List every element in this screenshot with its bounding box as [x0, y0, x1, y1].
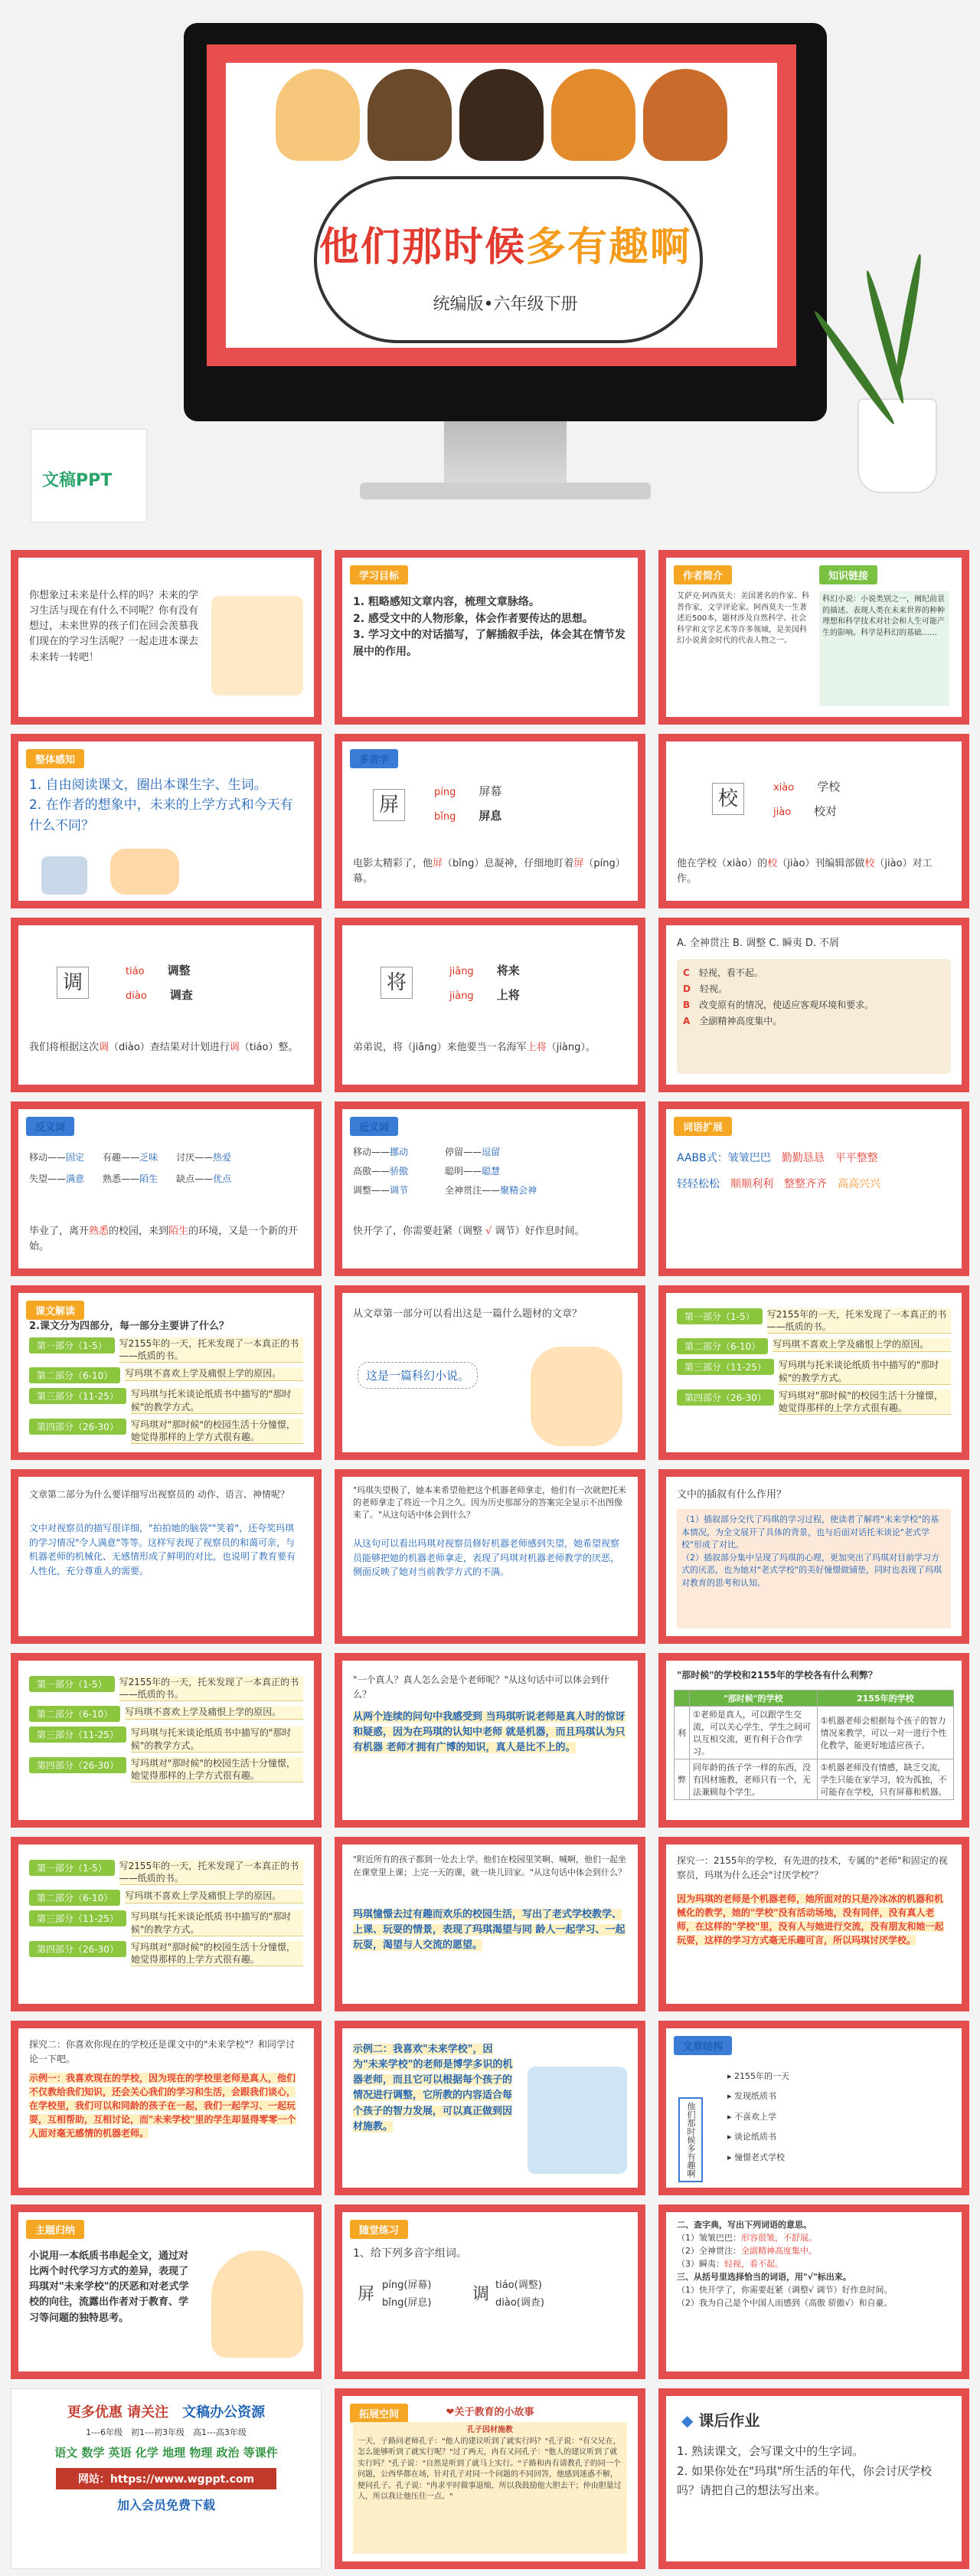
page-title: 他们那时候多有趣啊 [318, 224, 692, 270]
interpretation-tag: 课文解读 [26, 1301, 84, 1320]
question: 2.课文分为四部分，每一部分主要讲了什么？ [29, 1321, 229, 1332]
slide-pros-cons[interactable] [658, 1653, 969, 1828]
slide-structure-a[interactable] [658, 1285, 969, 1460]
extension-space-tag: 拓展空间 [350, 2404, 408, 2423]
example-sentence: 他在学校（xiào）的校（jiào）刊编辑部做校（jiào）对工作。 [677, 858, 933, 885]
slide-article-structure[interactable] [658, 2021, 969, 2195]
slide-synonyms[interactable] [335, 1101, 645, 1276]
question: 文章第二部分为什么要详细写出视察员的 动作、语言、神情呢？ [29, 1489, 289, 1500]
slide-genre[interactable] [335, 1285, 645, 1460]
slide-structure-b[interactable] [11, 1653, 322, 1828]
slide-disappointed[interactable] [335, 1469, 645, 1644]
pinyin-list: tiáo 调整 diào 调查 [126, 964, 193, 1002]
slide-practice-2[interactable] [658, 2204, 969, 2379]
match-list: C 轻视，看不起。 D 轻视。 B 改变原有的情况，使适应客观环境和要求。 A 全副精神高度集中。 [677, 959, 951, 1074]
answer: 玛琪憧憬去过有趣而欢乐的校园生活，写出了老式学校教学、上课、玩耍的情景，表现了玛琪渴望与同 龄人一起学习、一起玩耍，渴望与人交流的愿望。 [353, 1909, 626, 1952]
answer: （1）插叙部分交代了玛琪的学习过程，使读者了解将"未来学校"的基本情况，为全文展开了具体的背景，也与后面对话托米谈论"老式学校"形成了对比。 （2）插叙部分集中呈现了玛琪的心理，更加突出了玛琪对目前学习方式的厌恶，也为她对"老式学校"的美好憧憬做铺垫，同时也表现了玛琪对教育的思考和认知。 [677, 1509, 951, 1628]
character-box: 校 [712, 783, 744, 815]
author-text: 艾萨克·阿西莫夫：美国著名的作家、科普作家，文学评论家。阿西莫夫一生著述近500本，题材涉及自然科学、社会科学和文学艺术等许多领域，是美国科幻小说黄金时代的代表人物之一。 [677, 592, 810, 645]
practice-content: 二、查字典，写出下列词语的意思。 （1）皱皱巴巴：形容很皱，不舒展。 （2）全神贯注：全副精神高度集中。 （3）瞬夷：轻视，看不起。 三、从括号里选择恰当的词语，用"√"标出来。 （1）快开学了，你需要赶紧（调整√ 调节）好作息时间。 （2）我为自己是个中国人而感到（高傲 骄傲√）和自豪。 [677, 2220, 893, 2309]
slide-theme[interactable] [11, 2204, 322, 2379]
slide-author[interactable] [658, 550, 969, 725]
story-body: 孔子因材施教 一天，子路问老师孔子："他人的建议听到了就实行吗？"孔子说："有父兄在，怎么能够听到了就实行呢？"过了两天，冉有又问孔子："他人的建议听到了就实行吗？"孔子说："自然是听到了就马上实行。"子路和冉有请教孔子的同一个问题，公西华都在场，针对孔子对同一个问题的不同回答，他感到迷惑不解，便问孔子。孔子说："冉求平时做事退缩，所以我鼓励他大胆去干；仲由胆量过人，所以我让他压住一点。" [353, 2422, 627, 2554]
intro-text: 你想象过未来是什么样的吗？未来的学习生活与现在有什么不同呢？你有没有想过，未来世界的孩子们在回会羡慕我们现在的学习生活呢？一起走进本课去未来转一转吧！ [29, 590, 199, 663]
answer: 从两个连续的问句中我感受到 当玛琪听说老师是真人时的惊讶和疑惑，因为在玛琪的认知中老师 就是机器，而且玛琪认为只有机器 老师才拥有广博的知识，真人是比不上的。 [353, 1711, 626, 1754]
char-1: 屏 [358, 2285, 375, 2304]
practice-tag: 随堂练习 [350, 2220, 408, 2239]
pinyin-list: xiào 学校 jiào 校对 [773, 780, 841, 818]
pros-cons-table: "那时候"的学校 2155年的学校 利 ①老师是真人，可以跟学生交流，可以关心学生，学生之间可以互相交流，更有利于合作学习。 ①机器老师会根据每个孩子的智力情况来教学，可以一对一进行个性化教学，能更好地适应孩子。 弊 同年龄的孩子学一样的东西，没有因材施教，老师只有一个，无法兼顾每个学生。 ①机器老师没有情感，缺乏交流，学生只能在家学习，较为孤独，不可能存在学校，只有屏幕和机器。 [674, 1690, 954, 1800]
kids-illustration [110, 849, 179, 895]
slide-extension-story[interactable] [335, 2388, 645, 2569]
slide-overall[interactable] [11, 734, 322, 908]
parts-list: 第一部分（1-5） 写2155年的一天，托米发现了一本真正的书——纸质的书。 第二部分（6-10） 写玛琪不喜欢上学及痛恨上学的原因。 第三部分（11-25） 写玛琪与托米谈论纸质书中描写的"那时候"的教学方式。 第四部分（26-30） 写玛琪对"那时候"的校园生活十分憧憬，她觉得那样的上学方式很有趣。 [29, 1337, 303, 1448]
character-box: 屏 [373, 789, 405, 821]
overall-list: 1. 自由阅读课文，圈出本课生字、生词。 2. 在作者的想象中，未来的上学方式和今天有什么不同？ [29, 777, 293, 833]
answer: 从这句可以看出玛琪对视察员修好机器老师感到失望，她希望视察员能够把她的机器老师拿走，表现了玛琪对机器老师教学的厌恶，侧面反映了她对当前教学方式的不满。 [353, 1538, 620, 1578]
question: "一个真人？真人怎么会是个老师呢？"从这句话中可以体会到什么？ [353, 1674, 610, 1700]
slide-inspector[interactable] [11, 1469, 322, 1644]
answer: 这是一篇科幻小说。 [358, 1362, 478, 1389]
goals-list: 1. 粗略感知文章内容，梳理文章脉络。 2. 感受文中的人物形象，体会作者要传达的思想。 3. 学习文中的对话描写，了解插叙手法，体会其在情节发展中的作用。 [353, 596, 626, 659]
slide-antonyms[interactable] [11, 1101, 322, 1276]
girl-illustration [531, 1347, 622, 1446]
plant-leaf [891, 253, 924, 390]
slide-practice-1[interactable] [335, 2204, 645, 2379]
question: 从文章第一部分可以看出这是一篇什么题材的文章？ [353, 1308, 583, 1320]
slide-polyphone-tiao[interactable] [11, 918, 322, 1092]
character-box: 调 [57, 967, 89, 999]
structure-nodes: ▸ 2155年的一天 ▸ 发现纸质书 ▸ 不喜欢上学 ▸ 谈论纸质书 ▸ 憧憬老式学校 [727, 2071, 790, 2162]
theme-text: 小说用一本纸质书串起全文，通过对比两个时代学习方式的差异，表现了玛琪对"未来学校"的厌恶和对老式学校的向往，流露出作者对于教育、学习等问题的独特思考。 [29, 2250, 189, 2324]
question: "那时候"的学校和2155年的学校各有什么利弊？ [677, 1670, 877, 1681]
question: "玛琪失望极了，她本来希望他把这个机器老师拿走，他们有一次就把托米的老师拿走了将近一个月之久。因为历史那部分的答案完全显示不出图像来了。"从这句话中体会到什么？ [353, 1485, 627, 1520]
promo-join[interactable]: 加入会员免费下载 [116, 2498, 215, 2512]
knowledge-text: 科幻小说：小说类别之一，阐纪前景的描述。表现人类在未来世界的种种理想和科学技术对社会和人生可能产生的影响。科学是科幻的基础…… [819, 591, 949, 706]
slide-polyphone-xiao[interactable] [658, 734, 969, 908]
slide-real-teacher[interactable] [335, 1653, 645, 1828]
slide-structure-q[interactable] [11, 1285, 322, 1460]
example-sentence: 我们将根据这次调（diào）查结果对计划进行调（tiáo）整。 [29, 1042, 299, 1053]
slide-homework[interactable] [658, 2388, 969, 2569]
antonym-list: 移动——固定 有趣——乏味 讨厌——热爱 失望——满意 熟悉——陌生 缺点——优点 [29, 1152, 232, 1184]
pinyin-list: jiāng 将来 jiàng 上将 [449, 964, 520, 1002]
synonyms-tag: 近义词 [350, 1117, 398, 1136]
aabb-words: AABB式：皱皱巴巴 勤勤恳恳 平平整整 轻轻松松 顺顺利利 整整齐齐 高高兴兴 [677, 1152, 880, 1190]
promo-subjects: 语文 数学 英语 化学 地理 物理 政治 等课件 [54, 2446, 278, 2460]
slide-intro[interactable] [11, 550, 322, 725]
char-2-pinyin: tiáo(调整) diào(调查) [495, 2280, 544, 2309]
page-subtitle: 统编版•六年级下册 [433, 295, 578, 314]
structure-center: 他们那时候多有趣啊 [678, 2097, 703, 2182]
homework-list: 1. 熟读课文，会写课文中的生字词。 2. 如果你处在"玛琪"所生活的年代，你会讨厌学校吗？请把自己的想法写出来。 [677, 2444, 932, 2497]
character-box: 将 [381, 967, 413, 999]
homework-title: ◆ 课后作业 [681, 2411, 760, 2430]
hero-section [0, 0, 980, 536]
practice-q: 1、给下列多音字组词。 [353, 2247, 467, 2260]
parts-list: 第一部分（1-5） 写2155年的一天，托米发现了一本真正的书——纸质的书。 第二部分（6-10） 写玛琪不喜欢上学及痛恨上学的原因。 第三部分（11-25） 写玛琪与托米谈论纸质书中描写的"那时候"的教学方式。 第四部分（26-30） 写玛琪对"那时候"的校园生活十分憧憬，她觉得那样的上学方式很有趣。 [29, 1860, 303, 1971]
slide-flashback[interactable] [658, 1469, 969, 1644]
knowledge-tag: 知识链接 [819, 565, 877, 584]
char-2: 调 [472, 2285, 490, 2304]
char-1-pinyin: píng(屏幕) bǐng(屏息) [382, 2280, 432, 2309]
slide-polyphone-jiang[interactable] [335, 918, 645, 1092]
slide-word-match[interactable] [658, 918, 969, 1092]
promo-title: 更多优惠 请关注 文稿办公资源 [67, 2404, 266, 2421]
options-line: A. 全神贯注 B. 调整 C. 瞬夷 D. 不屑 [677, 938, 840, 949]
answer: 示例二：我喜欢"未来学校"，因为"未来学校"的老师是博学多识的机器老师，而且它可以根据每个孩子的情况进行调整，它所教的内容适合每个孩子的智力发展，可以真正做到因材施教。 [353, 2044, 513, 2132]
polyphone-tag: 多音字 [350, 749, 398, 768]
synonym-list: 移动——挪动 停留——逗留 高傲——骄傲 聪明——聪慧 调整——调节 全神贯注——聚精会神 [353, 1147, 537, 1196]
brand-logo: 文稿PPT [42, 471, 113, 490]
answer: 文中对视察员的描写很详细，"拍拍她的脑袋""笑着"，还夸奖玛琪的学习情况"令人满意"等等。这样写表现了视察员的和蔼可亲，与机器老师的机械化、无感情形成了鲜明的对比，也说明了教育要有人性化，充分尊重人的需要。 [29, 1523, 296, 1576]
slide-school-life[interactable] [335, 1837, 645, 2011]
slide-polyphone-ping[interactable] [335, 734, 645, 908]
question: 探究一：2155年的学校，有先进的技术，专属的"老师"和固定的视察员，玛琪为什么还会"讨厌学校"？ [677, 1855, 948, 1880]
extension-tag: 词语扩展 [674, 1117, 732, 1136]
monitor-base [360, 483, 651, 499]
slide-word-extension[interactable] [658, 1101, 969, 1276]
slide-example-2[interactable] [335, 2021, 645, 2195]
example-sentence: 毕业了，离开熟悉的校园，来到陌生的环境，又是一个新的开始。 [29, 1226, 299, 1253]
cartoon-kids-illustration [276, 69, 735, 184]
cyclist-illustration [211, 2250, 303, 2358]
example-sentence: 弟弟说，将（jiāng）来他要当一名海军上将（jiàng）。 [353, 1042, 596, 1053]
family-illustration [211, 596, 303, 696]
slide-goals[interactable] [335, 550, 645, 725]
parts-list: 第一部分（1-5） 写2155年的一天，托米发现了一本真正的书——纸质的书。 第二部分（6-10） 写玛琪不喜欢上学及痛恨上学的原因。 第三部分（11-25） 写玛琪与托米谈论纸质书中描写的"那时候"的教学方式。 第四部分（26-30） 写玛琪对"那时候"的校园生活十分憧憬，她觉得那样的上学方式很有趣。 [677, 1308, 951, 1419]
parts-list: 第一部分（1-5） 写2155年的一天，托米发现了一本真正的书——纸质的书。 第二部分（6-10） 写玛琪不喜欢上学及痛恨上学的原因。 第三部分（11-25） 写玛琪与托米谈论纸质书中描写的"那时候"的教学方式。 第四部分（26-30） 写玛琪对"那时候"的校园生活十分憧憬，她觉得那样的上学方式很有趣。 [29, 1676, 303, 1787]
story-title: ❤关于教育的小故事 [446, 2407, 534, 2418]
antonyms-tag: 反义词 [26, 1117, 74, 1136]
question: 探究二：你喜欢你现在的学校还是课文中的"未来学校"？和同学讨论一下吧。 [29, 2039, 296, 2064]
question: "附近所有的孩子都到一处去上学。他们在校园里笑啊、喊啊，他们一起坐在课堂里上课；上完一天的课，就一块儿回家。"从这句话中体会到什么？ [353, 1854, 627, 1877]
answer: 因为玛琪的老师是个机器老师，她所面对的只是冷冰冰的机器和机械化的教学，她的"学校"没有活动场地，没有同伴，没有真人老师，在这样的"学校"里，没有人与她进行交流，没有朋友和她一起玩耍，这样的学习方式毫无乐趣可言，所以玛琪讨厌学校。 [677, 1894, 944, 1946]
theme-tag: 主题归纳 [26, 2220, 84, 2239]
answer: 示例一：我喜欢现在的学校，因为现在的学校里老师是真人，他们不仅教给我们知识，还会关心我们的学习和生活，会跟我们谈心，在学校里，我们可以和同龄的孩子在一起，我们一起学习、一起玩耍，互相帮助，互相讨论，而"未来学校"里的学生却显得零零一个人面对毫无感情的机器老师。 [29, 2073, 296, 2139]
promo-url[interactable]: 网站：https://www.wgppt.com [56, 2468, 276, 2489]
robot-class-illustration [528, 2067, 627, 2174]
question: 文中的插叙有什么作用？ [677, 1489, 787, 1501]
promo-panel[interactable] [11, 2388, 322, 2569]
plant-pot [858, 398, 937, 493]
slide-structure-c[interactable] [11, 1837, 322, 2011]
promo-grades: 1---6年级 初1---初3年级 高1---高3年级 [86, 2427, 247, 2437]
example-sentence: 电影太精彩了，他屏（bǐng）息凝神，仔细地盯着屏（píng）幕。 [353, 858, 626, 885]
goals-tag: 学习目标 [350, 565, 408, 584]
example-sentence: 快开学了，你需要赶紧（调整 √ 调节）好作息时间。 [353, 1226, 585, 1237]
overall-tag: 整体感知 [26, 749, 84, 768]
slide-explore-1[interactable] [658, 1837, 969, 2011]
pinyin-list: píng 屏幕 bǐng 屏息 [434, 784, 502, 823]
structure-tag: 文章结构 [674, 2036, 732, 2055]
author-tag: 作者简介 [674, 565, 732, 584]
robot-illustration [41, 856, 87, 895]
slide-explore-2[interactable] [11, 2021, 322, 2195]
monitor-stand [444, 421, 567, 490]
